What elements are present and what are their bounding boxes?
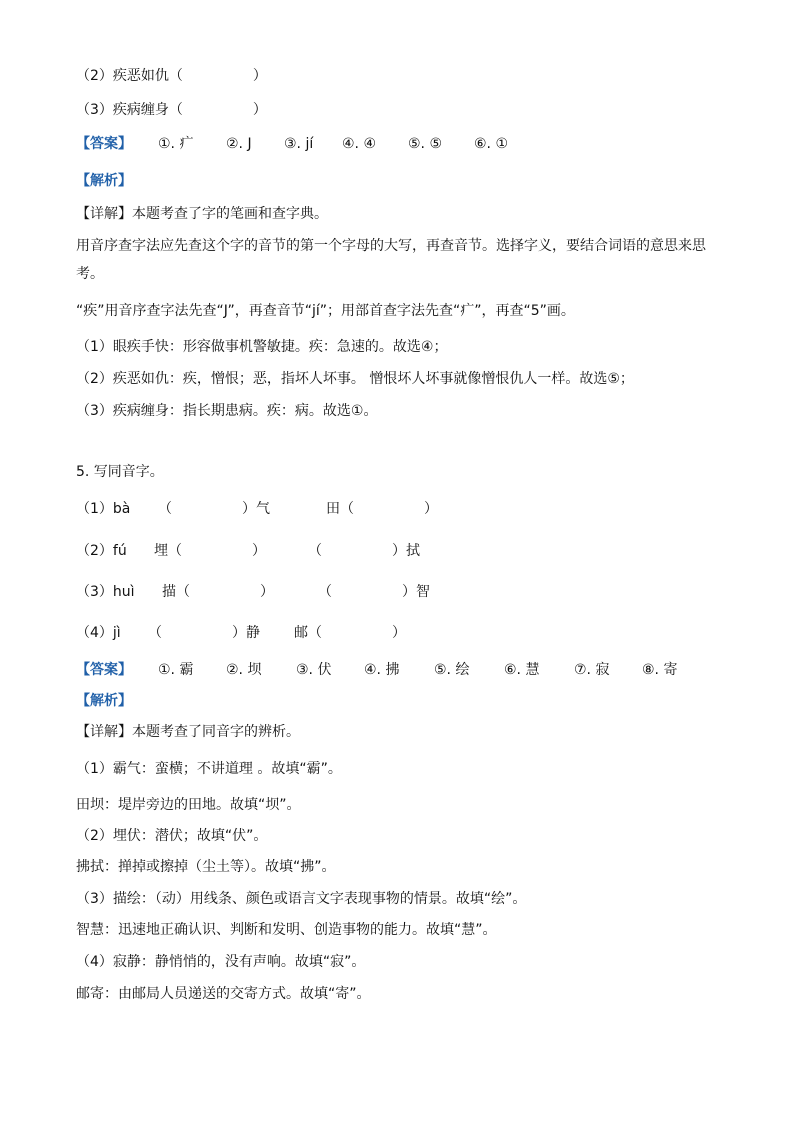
answer-item: ⑤. ⑤ [408, 136, 443, 152]
answer-item: ③. jí [284, 136, 314, 152]
answer-item: ④. 拂 [364, 662, 400, 678]
answer-item: ①. 霸 [158, 662, 194, 678]
question-5-title: 5. 写同音字。 [76, 464, 164, 480]
analysis-tag: 【解析】 [76, 693, 132, 709]
blank-word: 埋（ ） [154, 543, 266, 559]
detail-text: 【详解】本题考查了同音字的辨析。 [76, 724, 300, 740]
answer-item: ⑥. ① [474, 136, 509, 152]
analysis-text: （2）疾恶如仇：疾，憎恨；恶，指坏人坏事。 憎恨坏人坏事就像憎恨仇人一样。故选⑤； [76, 371, 634, 387]
blank-word: （ ）拭 [308, 543, 420, 559]
blank-word: （ ）智 [318, 584, 430, 600]
analysis-text: 邮寄：由邮局人员递送的交寄方式。故填“寄”。 [76, 986, 371, 1002]
question-4-item-3: （3）疾病缠身（ ） [76, 102, 267, 118]
answer-item: ①. 疒 [158, 136, 194, 152]
answer-tag: 【答案】 [76, 136, 132, 152]
pinyin-label: （4）jì [76, 625, 121, 641]
analysis-text: 用音序查字法应先查这个字的音节的第一个字母的大写，再查音节。选择字义，要结合词语的意思来思 [76, 238, 706, 254]
answer-item: ③. 伏 [296, 662, 332, 678]
answer-tag: 【答案】 [76, 662, 132, 678]
blank-word: 描（ ） [162, 584, 274, 600]
pinyin-label: （3）huì [76, 584, 135, 600]
analysis-text: 拂拭：掸掉或擦掉（尘土等）。故填“拂”。 [76, 859, 336, 875]
blank-word: 田（ ） [326, 501, 438, 517]
answer-item: ⑦. 寂 [574, 662, 610, 678]
analysis-text: 田坝：堤岸旁边的田地。故填“坝”。 [76, 797, 301, 813]
analysis-text: （3）描绘：（动）用线条、颜色或语言文字表现事物的情景。故填“绘”。 [76, 891, 527, 907]
analysis-text: （1）眼疾手快：形容做事机警敏捷。疾：急速的。故选④； [76, 339, 448, 355]
question-4-item-2: （2）疾恶如仇（ ） [76, 68, 267, 84]
analysis-text: （4）寂静：静悄悄的，没有声响。故填“寂”。 [76, 954, 366, 970]
blank-word: （ ）气 [158, 501, 270, 517]
detail-text: 【详解】本题考查了字的笔画和查字典。 [76, 206, 328, 222]
answer-item: ⑧. 寄 [642, 662, 678, 678]
analysis-text: （3）疾病缠身：指长期患病。疾：病。故选①。 [76, 403, 378, 419]
analysis-text: “疾”用音序查字法先查“J”，再查音节“jí”；用部首查字法先查“疒”，再查“5”画。 [76, 303, 575, 319]
analysis-tag: 【解析】 [76, 173, 132, 189]
answer-item: ⑥. 慧 [504, 662, 540, 678]
pinyin-label: （2）fú [76, 543, 127, 559]
blank-word: （ ）静 [148, 625, 260, 641]
answer-item: ⑤. 绘 [434, 662, 470, 678]
analysis-text: （2）埋伏：潜伏；故填“伏”。 [76, 828, 268, 844]
analysis-text: （1）霸气：蛮横；不讲道理 。故填“霸”。 [76, 761, 342, 777]
answer-item: ②. 坝 [226, 662, 262, 678]
answer-item: ②. J [226, 136, 252, 152]
answer-item: ④. ④ [342, 136, 377, 152]
analysis-text: 考。 [76, 266, 104, 282]
blank-word: 邮（ ） [294, 625, 406, 641]
pinyin-label: （1）bà [76, 501, 131, 517]
analysis-text: 智慧：迅速地正确认识、判断和发明、创造事物的能力。故填“慧”。 [76, 922, 497, 938]
